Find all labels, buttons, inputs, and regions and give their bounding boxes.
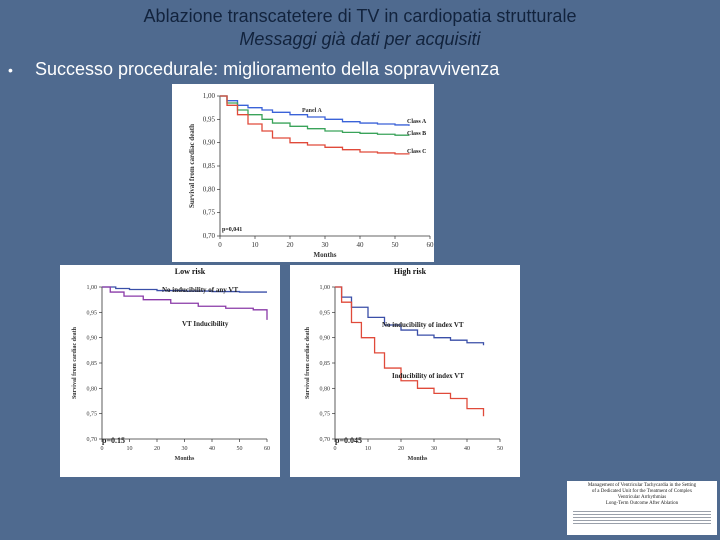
x-tick-label: 50	[391, 241, 399, 249]
x-tick-label: 60	[426, 241, 434, 249]
p-value-label: p=0.045	[335, 436, 363, 445]
slide-subtitle: Messaggi già dati per acquisiti	[239, 29, 481, 49]
y-tick-label: 0,80	[202, 185, 215, 194]
y-tick-label: 0,70	[86, 437, 97, 443]
chart-high-risk	[290, 265, 520, 477]
y-tick-label: 0,80	[86, 386, 97, 393]
y-tick-label: 0,95	[319, 310, 330, 317]
x-tick-label: 0	[100, 446, 104, 452]
y-axis-label: Survival from cardiac death	[72, 326, 78, 400]
bullet-marker: •	[8, 62, 13, 78]
bullet-text: Successo procedurale: miglioramento della sopravvivenza	[35, 59, 500, 79]
legend-label: Class A	[407, 119, 427, 125]
legend-label: Class B	[407, 131, 427, 137]
p-value-label: p=0.15	[102, 436, 126, 445]
legend-label: VT Inducibility	[182, 320, 229, 328]
x-tick-label: 40	[356, 241, 364, 249]
y-tick-label: 0,85	[86, 361, 97, 367]
legend-label: Inducibility of index VT	[392, 372, 465, 380]
y-tick-label: 0,75	[319, 411, 330, 418]
y-tick-label: 0,95	[86, 310, 97, 317]
x-axis-label: Months	[407, 456, 428, 462]
series-line-0	[335, 287, 484, 345]
y-tick-label: 0,70	[202, 232, 215, 240]
series-line-1	[335, 287, 484, 416]
legend-label: No inducibility of any VT	[162, 286, 239, 294]
chart-low-risk-svg	[60, 265, 280, 477]
x-tick-label: 0	[333, 446, 337, 452]
reference-authors-text	[573, 510, 711, 526]
y-tick-label: 0,85	[202, 162, 215, 170]
y-tick-label: 0,75	[202, 208, 215, 217]
y-tick-label: 1,00	[319, 285, 330, 291]
slide-title: Ablazione transcatetere di TV in cardiopatia strutturale	[143, 6, 577, 26]
x-tick-label: 40	[209, 446, 215, 452]
x-tick-label: 20	[398, 446, 404, 452]
chart-title: Low risk	[174, 267, 206, 276]
panel-label: Panel A	[302, 108, 322, 114]
x-tick-label: 10	[126, 446, 133, 452]
y-tick-label: 1,00	[202, 92, 215, 100]
x-axis-label: Months	[313, 251, 337, 259]
y-axis-label: Survival from cardiac death	[188, 123, 196, 209]
legend-label: No inducibility of index VT	[382, 321, 464, 329]
chart-panel-a	[172, 84, 434, 262]
chart-panel-a-svg	[172, 84, 434, 262]
x-tick-label: 0	[218, 241, 222, 249]
chart-high-risk-svg	[290, 265, 520, 477]
chart-low-risk	[60, 265, 280, 477]
y-tick-label: 0,90	[319, 335, 330, 342]
reference-title-line: Management of Ventricular Tachycardia in the Setting	[587, 483, 697, 488]
reference-title-line: Ventricular Arrhythmias	[617, 495, 667, 500]
x-tick-label: 10	[251, 241, 259, 249]
x-tick-label: 50	[497, 446, 503, 452]
y-tick-label: 0,70	[319, 437, 330, 443]
p-value-label: p=0,041	[222, 227, 243, 233]
chart-title: High risk	[393, 267, 427, 276]
y-tick-label: 0,85	[319, 361, 330, 367]
y-tick-label: 0,75	[86, 411, 97, 418]
reference-title-line: of a Dedicated Unit for the Treatment of Complex	[591, 489, 693, 494]
y-tick-label: 0,90	[86, 335, 97, 342]
x-tick-label: 20	[286, 241, 294, 249]
y-axis-label: Survival from cardiac death	[305, 326, 311, 400]
y-tick-label: 0,90	[202, 138, 215, 147]
reference-title-line: Long-Term Outcome After Ablation	[605, 501, 679, 506]
x-tick-label: 40	[464, 446, 470, 452]
x-tick-label: 60	[264, 446, 270, 452]
reference-title	[567, 481, 717, 507]
x-tick-label: 20	[154, 446, 160, 452]
y-tick-label: 0,80	[319, 386, 330, 393]
x-tick-label: 30	[431, 446, 437, 452]
x-tick-label: 30	[181, 446, 188, 452]
x-tick-label: 30	[321, 241, 329, 249]
x-axis-label: Months	[174, 456, 195, 462]
x-tick-label: 50	[236, 446, 243, 452]
reference-article-thumbnail	[567, 481, 717, 535]
x-tick-label: 10	[365, 446, 371, 452]
y-tick-label: 1,00	[86, 285, 97, 291]
legend-label: Class C	[407, 149, 427, 155]
y-tick-label: 0,95	[202, 115, 215, 124]
